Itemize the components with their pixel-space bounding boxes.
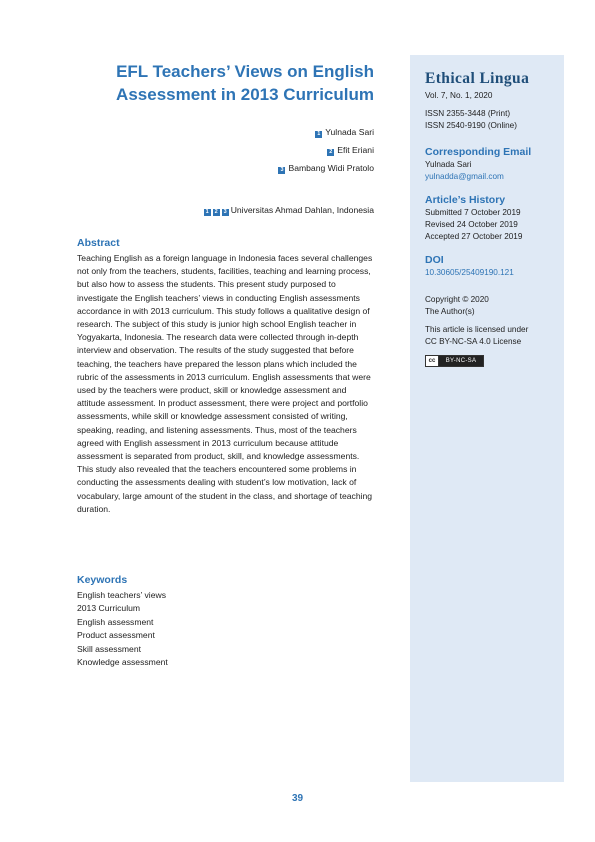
corresponding-email-link[interactable]: yulnadda@gmail.com [425,172,504,181]
affiliation-badge-2: 2 [214,208,218,215]
corresponding-name: Yulnada Sari [425,160,472,169]
doi-heading: DOI [425,254,444,266]
author-1 [150,126,374,138]
volume-info: Vol. 7, No. 1, 2020 [425,91,493,100]
author-3-badge: 3 [280,166,284,173]
keyword-item: Product assessment [77,630,155,641]
title-line-2: Assessment in 2013 Curriculum [116,85,374,104]
author-1-badge: 1 [317,130,321,137]
author-2-name: Efit Eriani [337,145,374,155]
author-3-name: Bambang Widi Pratolo [288,163,374,173]
keyword-list [77,589,168,669]
keywords-heading: Keywords [77,574,128,586]
accepted-date: Accepted 27 October 2019 [425,232,523,241]
abstract-heading: Abstract [77,237,120,249]
journal-sidebar [410,55,564,782]
corresponding-heading: Corresponding Email [425,146,532,158]
doi-link[interactable]: 10.30605/25409190.121 [425,268,514,277]
history-heading: Article’s History [425,194,506,206]
cc-badge-label: BY-NC-SA [439,356,483,366]
title-line-1: EFL Teachers’ Views on English [116,62,374,81]
copyright-year: Copyright © 2020 [425,295,489,304]
keyword-item: English teachers’ views [77,590,167,600]
abstract-text: Teaching English as a foreign language in Indonesia faces several challenges not only from the teachers, students, facilities, teaching and learning process, but also how to assess the students. This present study purposed to investigate the English teachers’ views in conducting English assessments accordance in with 2013 curriculum. This study follows a qualitative design of research. The subject of this study is junior high school English teacher in Yogyakarta, Indonesia. The research data were collected through in-depth interview and observation. The results of the study suggested that before teaching, the teachers have prepared the lesson plans which included the rubric of the assessments in 2013 curriculum. English assessments that were used by the teachers were product, skill or knowledge assessment and attitude assessment. In product assessment, there were project and portfolio assessments, while skill or knowledge assessment consisted of writing, speaking, reading, and listening assessments. Thus, most of the teachers agreed with English assessment in 2013 curriculum because attitude assessment is separated from product, skill, and knowledge assessments. This study also revealed that the teachers encountered some problems in conducting the assessments dealing with student’s low motivation, lack of vocabulary, large amount of the student in the class, and shortage of teaching duration. [77,253,373,514]
author-3 [150,162,374,174]
affiliation-badge-3: 3 [223,208,227,215]
copyright-owner: The Author(s) [425,307,475,316]
keyword-item: English assessment [77,616,154,627]
sidebar-content [425,70,560,367]
cc-license-badge[interactable] [425,355,484,367]
affiliation-name: Universitas Ahmad Dahlan, Indonesia [230,205,374,215]
submitted-date: Submitted 7 October 2019 [425,208,521,217]
revised-date: Revised 24 October 2019 [425,220,518,229]
affiliation-badge-1: 1 [205,208,209,215]
issn-print: ISSN 2355-3448 (Print) [425,109,511,118]
author-1-name: Yulnada Sari [325,127,374,137]
paper-title [95,60,374,106]
issn-online: ISSN 2540-9190 (Online) [425,121,517,130]
author-2-badge: 2 [329,148,333,155]
cc-icon: cc [426,356,439,366]
author-2 [150,144,374,156]
affiliation [150,204,374,216]
license-line-1: This article is licensed under [425,325,529,334]
keyword-item: Skill assessment [77,643,141,654]
journal-name: Ethical Lingua [425,70,530,87]
author-list [150,126,374,180]
keyword-item: 2013 Curriculum [77,603,141,614]
license-line-2: CC BY-NC-SA 4.0 License [425,337,522,346]
page-number: 39 [291,793,304,804]
keyword-item: Knowledge assessment [77,657,168,668]
